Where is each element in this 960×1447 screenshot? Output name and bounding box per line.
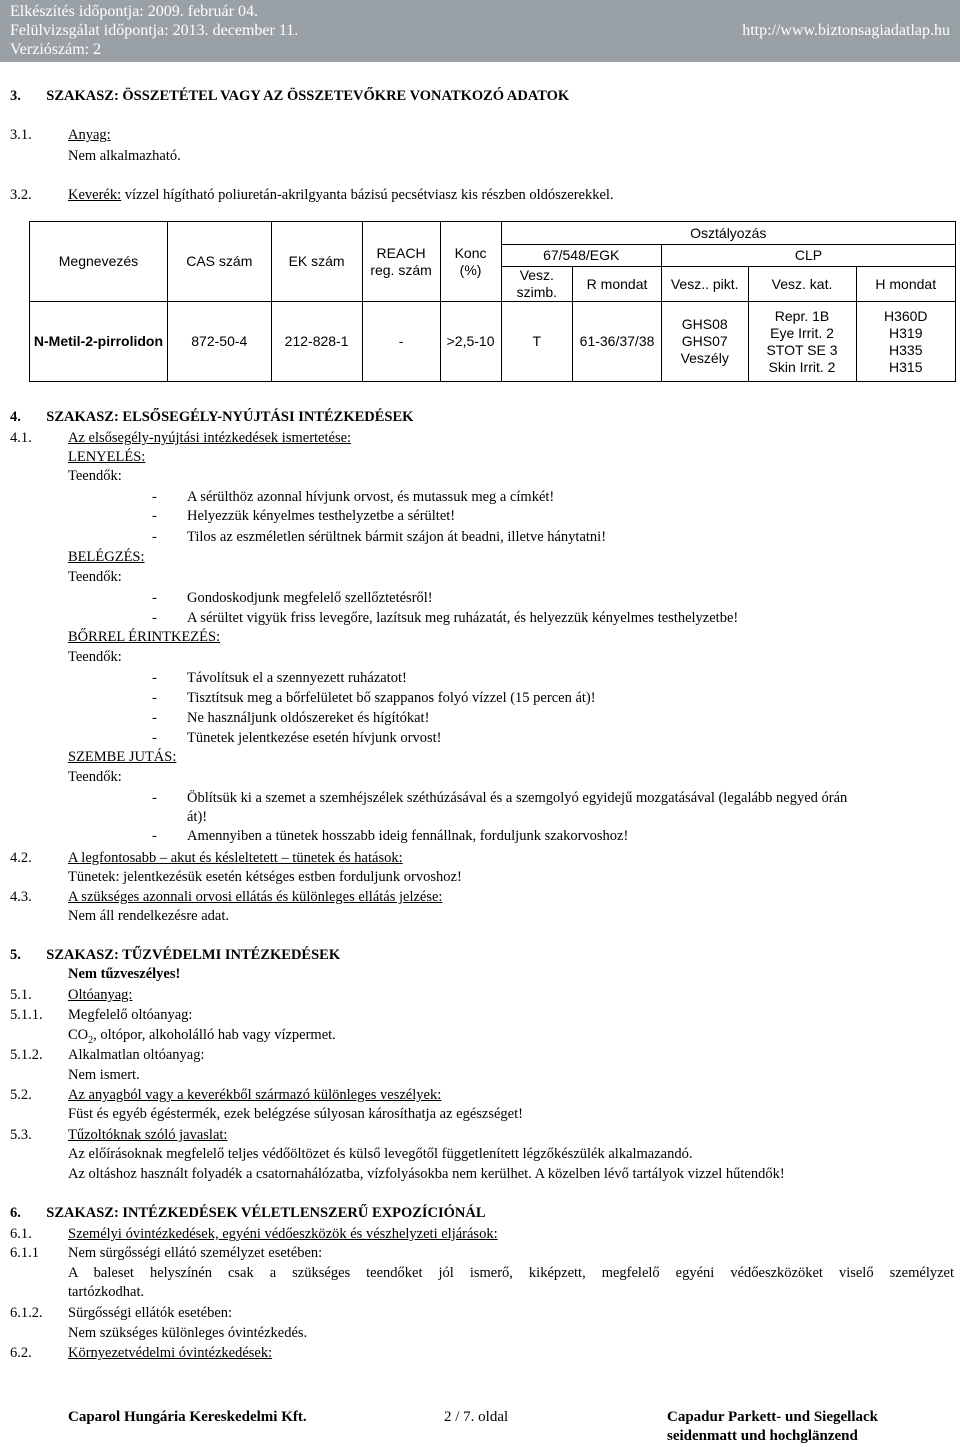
h-3: H315: [889, 358, 923, 375]
v511-rest: , oltópor, alkoholálló hab vagy vízpermet.: [93, 1027, 336, 1043]
document-header: [0, 0, 960, 62]
num-5-1-2: 5.1.2.: [10, 1047, 43, 1063]
td-szimb: T: [501, 302, 573, 382]
num-3-2: 3.2.: [10, 187, 32, 203]
td-konc: >2,5-10: [440, 302, 501, 382]
t53: Tűzoltóknak szóló javaslat:: [68, 1127, 228, 1143]
v612: Nem szükséges különleges óvintézkedés.: [68, 1325, 308, 1341]
header-left: [10, 2, 298, 59]
created-date: Elkészítés időpontja: 2009. február 04.: [10, 3, 258, 20]
num-3-1: 3.1.: [10, 127, 32, 143]
len-item-2: Tilos az eszméletlen sérültnek bármit szájon át beadni, illetve hánytatni!: [187, 529, 607, 545]
keverek-label: Keverék:: [68, 187, 122, 203]
h-2: H335: [889, 341, 923, 358]
v53a: Az előírásoknak megfelelő teljes védőöltözet és külső levegőtől függetlenített légzőkészülék alkalmazandó.: [68, 1146, 693, 1162]
section-5-title: 5. SZAKASZ: TŰZVÉDELMI INTÉZKEDÉSEK: [10, 947, 341, 963]
v512: Nem ismert.: [68, 1067, 140, 1083]
dash: -: [152, 710, 157, 726]
bor-item-1: Tisztítsuk meg a bőrfelületet bő szappanos folyó vízzel (15 percen át)!: [187, 690, 596, 706]
t612: Sürgősségi ellátók esetében:: [68, 1305, 233, 1321]
t61: Személyi óvintézkedések, egyéni védőeszközök és vészhelyzeti eljárások:: [68, 1226, 498, 1242]
v611a: A baleset helyszínén csak a szükséges teendőket jól ismerő, kiképzett, megfelelő egyéni védőeszközöket viselő személyzet: [68, 1265, 954, 1281]
h-0: H360D: [883, 307, 928, 324]
num-5-2: 5.2.: [10, 1087, 32, 1103]
th-cas: CAS szám: [167, 222, 271, 302]
pikt-1: GHS07: [681, 333, 728, 349]
bel-item-0: Gondoskodjunk megfelelő szellőztetésről!: [187, 590, 433, 606]
keverek-value: vízzel hígítható poliuretán-akrilgyanta bázisú pecsétviasz kis részben oldószerekkel.: [121, 187, 614, 203]
td-name: N-Metil-2-pirrolidon: [30, 302, 168, 382]
co: CO: [68, 1027, 89, 1043]
section-4-title: 4. SZAKASZ: ELSŐSEGÉLY-NYÚJTÁSI INTÉZKEDÉSEK: [10, 409, 414, 425]
t43: A szükséges azonnali orvosi ellátás és különleges ellátás jelzése:: [68, 889, 443, 905]
review-date: Felülvizsgálat időpontja: 2013. december 11.: [10, 22, 299, 39]
num-6-1-2: 6.1.2.: [10, 1305, 43, 1321]
th-reach: REACH reg. szám: [362, 222, 440, 302]
td-cas: 872-50-4: [167, 302, 271, 382]
teendok-2: Teendők:: [68, 569, 122, 585]
bor-item-3: Tünetek jelentkezése esetén hívjunk orvost!: [187, 730, 442, 746]
footer-product-2: seidenmatt und hochglänzend: [667, 1428, 858, 1444]
dash: -: [152, 610, 157, 626]
borrel-label: BŐRREL ÉRINTKEZÉS:: [68, 629, 221, 645]
th-clp: CLP: [661, 245, 955, 267]
th-r-mondat: R mondat: [573, 267, 662, 302]
belegzes-label: BELÉGZÉS:: [68, 549, 145, 565]
th-osztalyozas: Osztályozás: [501, 222, 955, 245]
dash: -: [152, 489, 157, 505]
num-4-3: 4.3.: [10, 889, 32, 905]
v43: Nem áll rendelkezésre adat.: [68, 908, 230, 924]
kat-1: Eye Irrit. 2: [770, 324, 834, 341]
teendok-4: Teendők:: [68, 769, 122, 785]
t611: Nem sürgősségi ellátó személyzet esetében:: [68, 1245, 323, 1261]
h-1: H319: [889, 324, 923, 341]
dash: -: [152, 670, 157, 686]
header-url-link[interactable]: http://www.biztonsagiadatlap.hu: [742, 22, 950, 39]
num-5-1: 5.1.: [10, 987, 32, 1003]
teendok-1: Teendők:: [68, 468, 122, 484]
version: Verziószám: 2: [10, 41, 102, 58]
dash: -: [152, 529, 157, 545]
th-h-mondat: H mondat: [856, 267, 956, 302]
v511: [68, 1027, 336, 1046]
th-megnevezes: Megnevezés: [30, 222, 168, 302]
dash: -: [152, 590, 157, 606]
dash: -: [152, 508, 157, 524]
t41: Az elsősegély-nyújtási intézkedések ismertetése:: [68, 430, 352, 446]
bor-item-2: Ne használjunk oldószereket és hígítókat!: [187, 710, 430, 726]
t51: Oltóanyag:: [68, 987, 133, 1003]
num-4-1: 4.1.: [10, 430, 32, 446]
kat-2: STOT SE 3: [766, 341, 838, 358]
szembe-label: SZEMBE JUTÁS:: [68, 749, 177, 765]
footer-company: Caparol Hungária Kereskedelmi Kft.: [68, 1409, 307, 1425]
th-vesz-pikt: Vesz.. pikt.: [661, 267, 748, 302]
len-item-1: Helyezzük kényelmes testhelyzetbe a sérültet!: [187, 508, 456, 524]
kat-3: Skin Irrit. 2: [768, 358, 836, 375]
td-reach: -: [362, 302, 440, 382]
th-vesz-szimb: Vesz. szimb.: [501, 267, 573, 302]
section-3-title: 3. SZAKASZ: ÖSSZETÉTEL VAGY AZ ÖSSZETEVŐKRE VONATKOZÓ ADATOK: [10, 88, 570, 104]
t62: Környezetvédelmi óvintézkedések:: [68, 1345, 273, 1361]
v42: Tünetek: jelentkezésük esetén kétséges estben forduljunk orvoshoz!: [68, 869, 462, 885]
anyag-value: Nem alkalmazható.: [68, 148, 181, 164]
v611b: tartózkodhat.: [68, 1284, 145, 1300]
num-5-1-1: 5.1.1.: [10, 1007, 43, 1023]
td-h: [856, 302, 956, 382]
co-sub: 2: [88, 1034, 94, 1046]
s5-sub: Nem tűzveszélyes!: [68, 966, 181, 982]
lenyeles-label: LENYELÉS:: [68, 449, 146, 465]
dash: -: [152, 730, 157, 746]
dash: -: [152, 790, 157, 806]
footer-page: 2 / 7. oldal: [444, 1409, 509, 1425]
kat-0: Repr. 1B: [774, 307, 830, 324]
t52: Az anyagból vagy a keverékből származó különleges veszélyek:: [68, 1087, 442, 1103]
th-67548: 67/548/EGK: [501, 245, 661, 267]
teendok-3: Teendők:: [68, 649, 122, 665]
th-ek: EK szám: [271, 222, 362, 302]
len-item-0: A sérülthöz azonnal hívjunk orvost, és mutassuk meg a címkét!: [187, 489, 555, 505]
num-6-1: 6.1.: [10, 1226, 32, 1242]
t512: Alkalmatlan oltóanyag:: [68, 1047, 205, 1063]
num-4-2: 4.2.: [10, 850, 32, 866]
v53b: Az oltáshoz használt folyadék a csatornahálózatba, vízfolyásokba nem kerülhet. A közelben lévő tartályok vizzel hűtendők!: [68, 1166, 785, 1182]
section-6-title: 6. SZAKASZ: INTÉZKEDÉSEK VÉLETLENSZERŰ EXPOZÍCIÓNÁL: [10, 1205, 486, 1221]
pikt-2: Veszély: [680, 350, 729, 366]
td-kat: [748, 302, 856, 382]
td-ek: 212-828-1: [271, 302, 362, 382]
num-6-1-1: 6.1.1: [10, 1245, 39, 1261]
t511: Megfelelő oltóanyag:: [68, 1007, 193, 1023]
composition-table: [29, 221, 956, 382]
dash: -: [152, 828, 157, 844]
dash: -: [152, 690, 157, 706]
pikt-0: GHS08: [681, 316, 728, 332]
szem-item-0a: Öblítsük ki a szemet a szemhéjszélek széthúzásával és a szemgolyó egyidejű mozgatásával (legalább negyed órán: [187, 790, 848, 806]
td-r-mondat: 61-36/37/38: [573, 302, 662, 382]
bor-item-0: Távolítsuk el a szennyezett ruházatot!: [187, 670, 407, 686]
szem-item-1: Amennyiben a tünetek hosszabb ideig fennállnak, forduljunk szakorvoshoz!: [187, 828, 629, 844]
num-5-3: 5.3.: [10, 1127, 32, 1143]
td-pikt: [661, 302, 748, 382]
anyag-label: Anyag:: [68, 127, 111, 143]
th-konc: Konc (%): [440, 222, 501, 302]
th-vesz-kat: Vesz. kat.: [748, 267, 856, 302]
v52: Füst és egyéb égéstermék, ezek belégzése súlyosan károsíthatja az egészséget!: [68, 1106, 523, 1122]
footer-product-1: Capadur Parkett- und Siegellack: [667, 1409, 878, 1425]
szem-item-0b: át)!: [187, 809, 208, 825]
t42: A legfontosabb – akut és késleltetett – tünetek és hatások:: [68, 850, 403, 866]
bel-item-1: A sérültet vigyük friss levegőre, lazítsuk meg ruházatát, és helyezzük kényelmes testhelyzetbe!: [187, 610, 739, 626]
keverek-line: [68, 187, 614, 204]
num-6-2: 6.2.: [10, 1345, 32, 1361]
